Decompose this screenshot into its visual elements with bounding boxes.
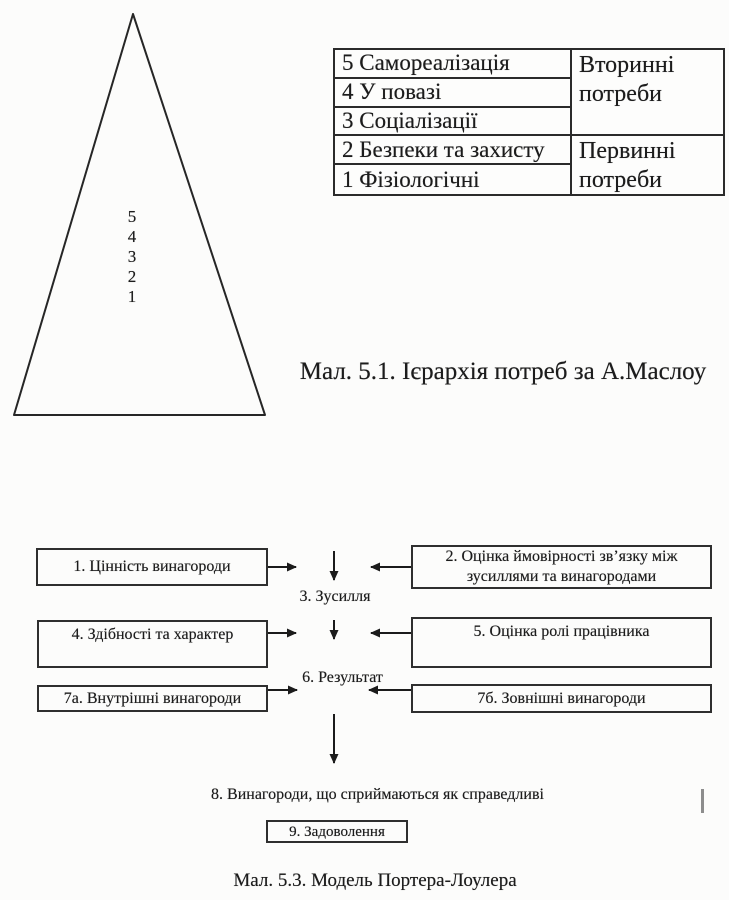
box-internal-rewards: 7а. Внутрішні винагороди [37, 685, 268, 712]
pyramid-level-number: 2 [127, 267, 137, 286]
figure-caption-maslow: Мал. 5.1. Ієрархія потреб за А.Маслоу [299, 358, 707, 385]
box-satisfaction: 9. Задоволення [266, 820, 408, 843]
needs-table-row: 1 Фізіологічні [342, 166, 480, 192]
pyramid-level-number: 1 [127, 287, 137, 306]
box-effort-reward-probability: 2. Оцінка ймовірності зв’язку між зусиллями та винагородами [411, 545, 712, 589]
scan-artifact-line [701, 789, 704, 813]
box-abilities-character: 4. Здібності та характер [37, 620, 268, 668]
pyramid-level-numbers [118, 207, 146, 307]
box-employee-role: 5. Оцінка ролі працівника [411, 617, 712, 668]
needs-group-primary: Первинні потреби [570, 136, 723, 194]
pyramid-level-number: 3 [127, 247, 137, 266]
pyramid-level-number: 4 [127, 227, 137, 246]
label-result: 6. Результат [302, 669, 383, 686]
figure-caption-porter-lawler: Мал. 5.3. Модель Портера-Лоулера [233, 870, 517, 891]
pyramid-level-number: 5 [127, 207, 137, 226]
box-external-rewards: 7б. Зовнішні винагороди [411, 684, 712, 713]
needs-table-row: 5 Самореалізація [335, 50, 570, 79]
needs-table-row: 4 У повазі [335, 79, 570, 108]
needs-table-row: 3 Соціалізації [335, 108, 570, 137]
label-fair-rewards: 8. Винагороди, що сприймаються як справедливі [211, 786, 544, 803]
needs-table-row: 2 Безпеки та захисту [335, 136, 570, 165]
needs-group-secondary: Вторинні потреби [570, 50, 723, 136]
box-reward-value: 1. Цінність винагороди [36, 548, 268, 586]
needs-table [333, 48, 725, 196]
label-effort: 3. Зусилля [299, 588, 371, 605]
